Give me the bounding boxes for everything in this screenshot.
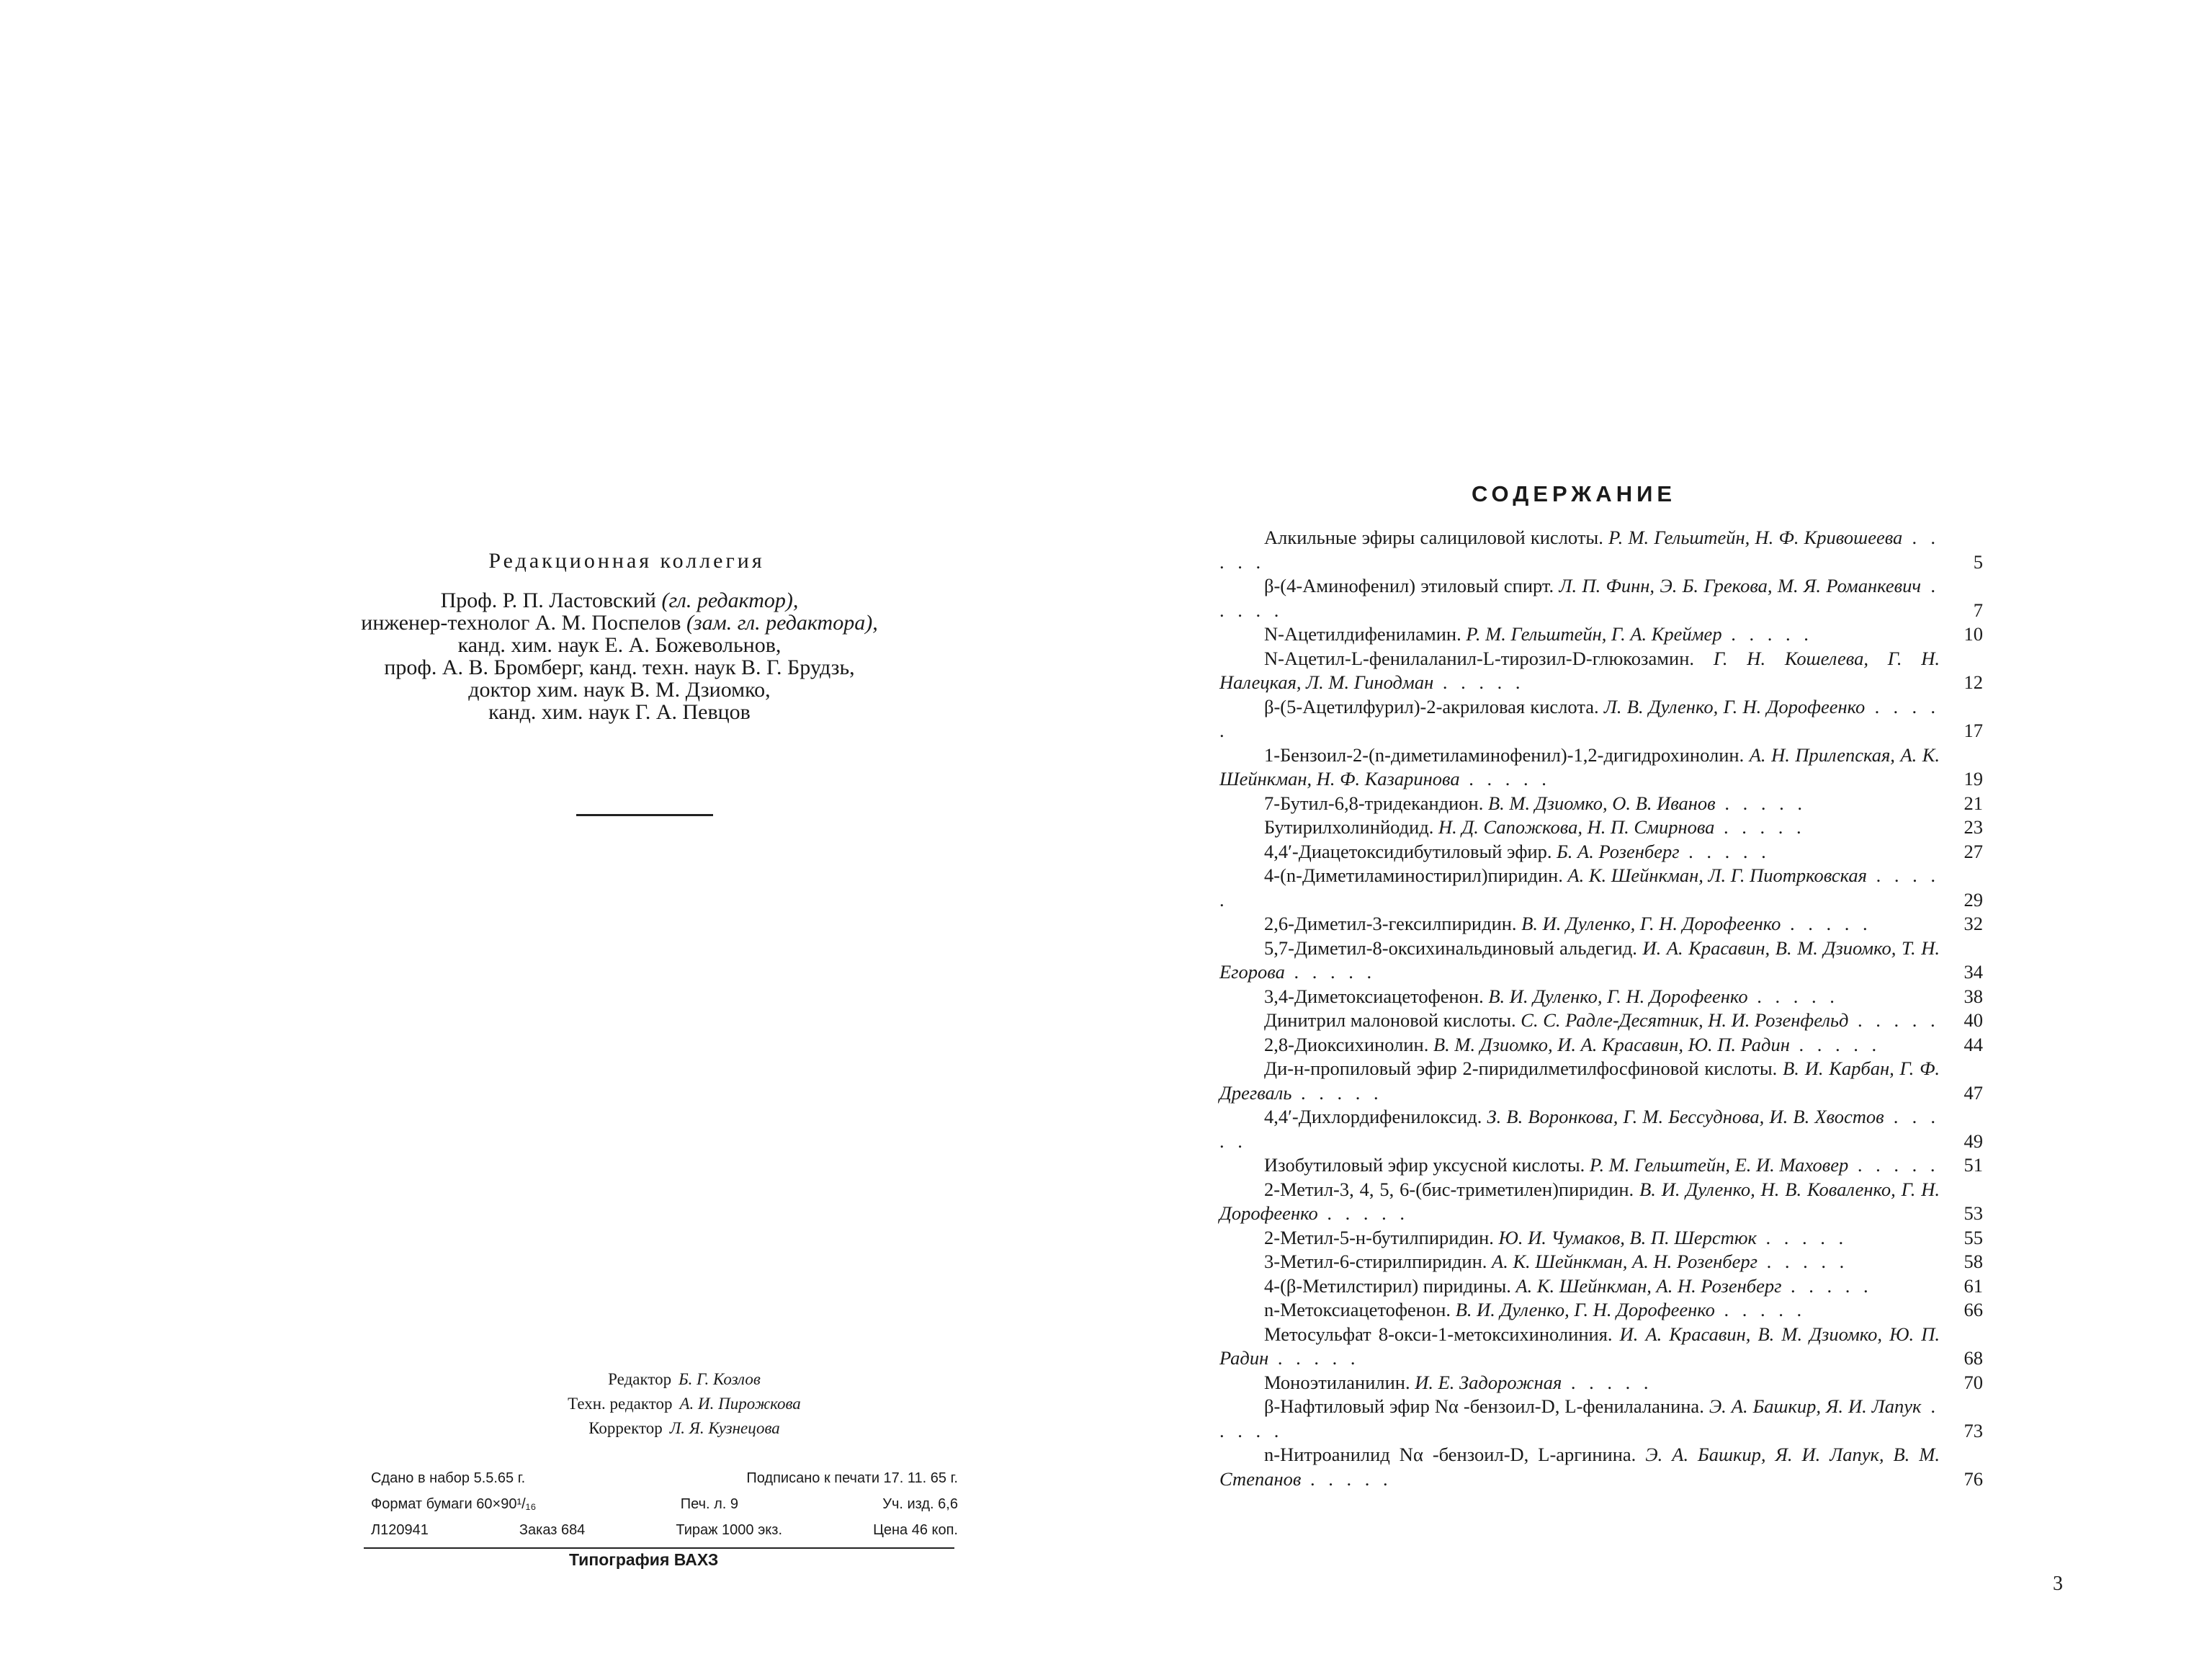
- toc-entry: [1219, 1274, 1983, 1299]
- toc-entry-text: [1219, 1250, 1940, 1274]
- toc-entry-page: 70: [1964, 1371, 1983, 1393]
- toc-entry-authors: И. А. Красавин, В. М. Дзиомко, Т. Н. Егорова: [1219, 936, 1940, 983]
- toc-entry-authors: Н. Д. Сапожкова, Н. П. Смирнова: [1438, 816, 1715, 838]
- imprint-cell: Сдано в набор 5.5.65 г.: [371, 1470, 526, 1486]
- toc-entry-page: 12: [1964, 671, 1983, 693]
- toc-leader-dots: . . . . .: [1219, 1106, 1940, 1152]
- toc-entry-page: 27: [1964, 840, 1983, 862]
- toc-entry: [1219, 1226, 1983, 1251]
- toc-entry: [1219, 1057, 1983, 1105]
- imprint-cell: Подписано к печати 17. 11. 65 г.: [746, 1470, 958, 1486]
- toc-entry-authors: А. Н. Прилепская, А. К. Шейнкман, Н. Ф. Казаринова: [1219, 743, 1940, 790]
- toc-entry-text: [1219, 1153, 1940, 1178]
- credit-name: Л. Я. Кузнецова: [669, 1419, 780, 1437]
- toc-entry-page: 55: [1964, 1226, 1983, 1248]
- toc-entry-authors: В. И. Дуленко, Г. Н. Дорофеенко: [1455, 1299, 1715, 1320]
- toc-entry-title: N-Ацетил-L-фенилаланил-L-тирозил-D-глюкозамин.: [1264, 647, 1695, 669]
- toc-entry: [1219, 1178, 1983, 1226]
- toc-entry-authors: Б. А. Розенберг: [1557, 840, 1680, 862]
- toc-entry-authors: И. Е. Задорожная: [1415, 1371, 1562, 1393]
- imprint-row: [371, 1517, 958, 1543]
- toc-heading: СОДЕРЖАНИЕ: [1471, 481, 1677, 506]
- toc-entry-page: 34: [1964, 961, 1983, 983]
- toc-entry-authors: А. К. Шейнкман, Л. Г. Пиотрковская: [1567, 864, 1867, 886]
- toc-entry: [1219, 743, 1983, 792]
- board-member-line: [252, 701, 987, 723]
- toc-entry-page: 44: [1964, 1033, 1983, 1055]
- toc-entry-authors: Ю. И. Чумаков, В. П. Шерстюк: [1498, 1226, 1757, 1248]
- board-member-text: доктор хим. наук В. М. Дзиомко,: [468, 678, 771, 702]
- toc-entry-text: [1219, 1298, 1940, 1323]
- imprint-cell: Цена 46 коп.: [873, 1522, 958, 1538]
- toc-entry-text: [1219, 792, 1940, 816]
- toc-entry-page: 58: [1964, 1251, 1983, 1272]
- toc-entry-page: 76: [1964, 1467, 1983, 1490]
- toc-entry-title: Моноэтиланилин.: [1264, 1371, 1410, 1393]
- toc-entry-page: 21: [1964, 792, 1983, 814]
- toc-entry-title: Алкильные эфиры салициловой кислоты.: [1264, 527, 1603, 548]
- toc-entry-page: 5: [1973, 550, 1983, 573]
- board-member-text: канд. хим. наук Е. А. Божевольнов,: [457, 633, 782, 657]
- toc-entry-title: 2,6-Диметил-3-гексилпиридин.: [1264, 913, 1517, 934]
- toc-entry: [1219, 1298, 1983, 1323]
- toc-entry-text: [1219, 647, 1940, 695]
- toc-entry-title: Изобутиловый эфир уксусной кислоты.: [1264, 1154, 1585, 1176]
- toc-entry-text: [1219, 1274, 1940, 1299]
- imprint-row: [371, 1491, 958, 1517]
- toc-leader-dots: . . . . .: [1848, 1009, 1940, 1031]
- toc-entry-text: [1219, 695, 1940, 743]
- credit-name: Б. Г. Козлов: [679, 1370, 761, 1388]
- imprint-cell: Л120941: [371, 1522, 429, 1538]
- toc-entry-authors: В. И. Дуленко, Г. Н. Дорофеенко: [1521, 913, 1781, 934]
- toc-entry-authors: Р. М. Гельштейн, Г. А. Креймер: [1466, 623, 1722, 645]
- table-of-contents: [1219, 526, 1983, 1491]
- toc-leader-dots: . . . . .: [1219, 695, 1940, 741]
- toc-entry-title: β-(5-Ацетилфурил)-2-акриловая кислота.: [1264, 695, 1599, 717]
- toc-entry-page: 51: [1964, 1154, 1983, 1176]
- toc-entry-text: [1219, 912, 1940, 936]
- toc-entry-text: [1219, 1105, 1940, 1153]
- toc-leader-dots: . . . . .: [1301, 1467, 1392, 1490]
- toc-leader-dots: . . . . .: [1291, 1081, 1383, 1104]
- toc-entry-title: 4,4′-Дихлордифенилоксид.: [1264, 1106, 1482, 1127]
- toc-leader-dots: . . . . .: [1268, 1347, 1360, 1369]
- imprint-block: [371, 1465, 958, 1543]
- toc-entry: [1219, 695, 1983, 743]
- board-member-role: (зам. гл. редактора),: [686, 611, 878, 635]
- toc-entry-text: [1219, 1033, 1940, 1057]
- toc-entry-title: 4-(β-Метилстирил) пиридины.: [1264, 1274, 1511, 1297]
- toc-entry-page: 10: [1964, 623, 1983, 645]
- toc-entry-authors: А. К. Шейнкман, А. Н. Розенберг: [1492, 1251, 1757, 1272]
- toc-entry-page: 53: [1964, 1202, 1983, 1224]
- toc-entry-page: 68: [1964, 1347, 1983, 1369]
- toc-leader-dots: . . . . .: [1781, 1274, 1873, 1297]
- toc-leader-dots: . . . . .: [1714, 816, 1806, 838]
- toc-entry: [1219, 526, 1983, 574]
- board-member-text: Проф. Р. П. Ластовский: [440, 589, 662, 612]
- credit-name: А. И. Пирожкова: [679, 1395, 801, 1413]
- toc-entry-title: Бутирилхолинйодид.: [1264, 816, 1434, 838]
- toc-entry-title: Ди-н-пропиловый эфир 2-пиридилметилфосфиновой кислоты.: [1264, 1057, 1778, 1079]
- editorial-board-title: Редакционная коллегия: [488, 549, 765, 573]
- imprint-rule: [364, 1547, 954, 1549]
- credit-line: [432, 1392, 936, 1416]
- credit-role: Корректор: [588, 1419, 663, 1437]
- toc-entry-authors: Р. М. Гельштейн, Н. Ф. Кривошеева: [1608, 527, 1903, 548]
- toc-entry-title: N-Ацетилдифениламин.: [1264, 623, 1461, 645]
- toc-leader-dots: . . . . .: [1219, 575, 1940, 621]
- toc-entry-authors: Э. А. Башкир, Я. И. Лапук, В. М. Степанов: [1219, 1444, 1940, 1490]
- toc-entry-text: [1219, 1226, 1940, 1251]
- board-member-role: (гл. редактор),: [661, 589, 799, 612]
- imprint-cell: Уч. изд. 6,6: [882, 1496, 958, 1512]
- toc-entry-page: 47: [1964, 1081, 1983, 1104]
- editorial-board-members: [252, 589, 987, 723]
- toc-entry-page: 32: [1964, 913, 1983, 934]
- imprint-row: [371, 1465, 958, 1491]
- toc-entry-title: Метосульфат 8-окси-1-метоксихинолиния.: [1264, 1323, 1613, 1345]
- toc-entry-title: β-(4-Аминофенил) этиловый спирт.: [1264, 575, 1554, 596]
- toc-entry-page: 19: [1964, 768, 1983, 790]
- toc-entry-title: n-Нитроанилид Nα -бензоил-D, L-аргинина.: [1264, 1444, 1636, 1465]
- toc-entry-authors: С. С. Радле-Десятник, Н. И. Розенфельд: [1521, 1009, 1849, 1031]
- toc-leader-dots: . . . . .: [1715, 792, 1806, 814]
- toc-entry: [1219, 1395, 1983, 1443]
- toc-entry: [1219, 1153, 1983, 1178]
- toc-leader-dots: . . . . .: [1219, 864, 1940, 911]
- toc-entry-title: 7-Бутил-6,8-тридекандион.: [1264, 792, 1484, 814]
- toc-entry-text: [1219, 526, 1940, 574]
- imprint-cell: Формат бумаги 60×90¹/₁₆: [371, 1496, 537, 1512]
- toc-leader-dots: . . . . .: [1433, 671, 1525, 693]
- toc-entry-authors: И. А. Красавин, В. М. Дзиомко, Ю. П. Радин: [1219, 1323, 1940, 1369]
- toc-entry-text: [1219, 840, 1940, 864]
- credit-line: [432, 1367, 936, 1392]
- toc-leader-dots: . . . . .: [1789, 1033, 1881, 1055]
- toc-entry-text: [1219, 743, 1940, 792]
- toc-entry-authors: Р. М. Гельштейн, Е. И. Маховер: [1589, 1154, 1849, 1176]
- toc-entry: [1219, 1009, 1983, 1033]
- board-member-line: [252, 612, 987, 634]
- toc-entry-page: 23: [1964, 816, 1983, 838]
- board-member-text: инженер-технолог А. М. Поспелов: [361, 611, 686, 635]
- toc-entry-text: [1219, 574, 1940, 622]
- toc-entry-authors: В. М. Дзиомко, И. А. Красавин, Ю. П. Радин: [1433, 1033, 1790, 1055]
- credit-role: Редактор: [608, 1370, 672, 1388]
- toc-entry-text: [1219, 936, 1940, 985]
- toc-entry-title: 4,4′-Диацетоксидибутиловый эфир.: [1264, 840, 1552, 862]
- toc-entry: [1219, 840, 1983, 864]
- toc-entry-title: n-Метоксиацетофенон.: [1264, 1299, 1451, 1320]
- toc-leader-dots: . . . . .: [1714, 1299, 1806, 1320]
- toc-entry-authors: Г. Н. Кошелева, Г. Н. Налецкая, Л. М. Гинодман: [1219, 647, 1940, 693]
- toc-entry-authors: З. В. Воронкова, Г. М. Бессуднова, И. В. Хвостов: [1487, 1106, 1884, 1127]
- toc-entry-page: 66: [1964, 1299, 1983, 1320]
- toc-entry-title: 1-Бензоил-2-(n-диметиламинофенил)-1,2-дигидрохинолин.: [1264, 743, 1745, 766]
- toc-entry-authors: В. И. Дуленко, Н. В. Коваленко, Г. Н. Дорофеенко: [1219, 1178, 1940, 1224]
- printer-name: Типография ВАХЗ: [569, 1550, 719, 1569]
- toc-leader-dots: . . . . .: [1721, 623, 1813, 645]
- toc-entry: [1219, 1323, 1983, 1371]
- imprint-cell: Заказ 684: [519, 1522, 586, 1538]
- toc-entry: [1219, 864, 1983, 912]
- toc-entry-page: 40: [1964, 1009, 1983, 1031]
- toc-entry: [1219, 574, 1983, 622]
- board-member-line: [252, 656, 987, 679]
- toc-entry-title: β-Нафтиловый эфир Nα -бензоил-D, L-фенилаланина.: [1264, 1395, 1704, 1417]
- imprint-cell: Тираж 1000 экз.: [676, 1522, 783, 1538]
- toc-entry: [1219, 622, 1983, 647]
- toc-leader-dots: . . . . .: [1781, 913, 1872, 934]
- toc-entry-page: 49: [1964, 1130, 1983, 1152]
- toc-entry-page: 73: [1964, 1419, 1983, 1441]
- toc-entry-text: [1219, 1323, 1940, 1371]
- board-member-text: канд. хим. наук Г. А. Певцов: [488, 700, 751, 724]
- editorial-credits: [432, 1367, 936, 1441]
- toc-entry-title: 2-Метил-5-н-бутилпиридин.: [1264, 1226, 1494, 1248]
- toc-entry-authors: Л. В. Дуленко, Г. Н. Дорофеенко: [1603, 695, 1866, 717]
- divider-rule: [576, 814, 713, 816]
- toc-entry: [1219, 1105, 1983, 1153]
- toc-leader-dots: . . . . .: [1848, 1154, 1940, 1176]
- credit-line: [432, 1416, 936, 1441]
- page-folio: 3: [2053, 1573, 2063, 1595]
- toc-entry-page: 61: [1964, 1274, 1983, 1297]
- toc-entry: [1219, 1250, 1983, 1274]
- toc-entry: [1219, 1033, 1983, 1057]
- toc-entry-text: [1219, 1057, 1940, 1105]
- toc-entry-authors: В. М. Дзиомко, О. В. Иванов: [1488, 792, 1716, 814]
- toc-leader-dots: . . . . .: [1756, 1226, 1848, 1248]
- toc-entry-authors: В. И. Карбан, Г. Ф. Дрегваль: [1219, 1057, 1940, 1104]
- board-member-line: [252, 634, 987, 656]
- toc-entry-title: Динитрил малоновой кислоты.: [1264, 1009, 1516, 1031]
- toc-leader-dots: . . . . .: [1562, 1371, 1653, 1393]
- toc-leader-dots: . . . . .: [1747, 985, 1839, 1007]
- toc-entry-title: 2-Метил-3, 4, 5, 6-(бис-триметилен)пиридин.: [1264, 1178, 1634, 1200]
- toc-entry: [1219, 815, 1983, 840]
- toc-entry-text: [1219, 985, 1940, 1009]
- toc-entry-page: 38: [1964, 985, 1983, 1007]
- toc-entry: [1219, 936, 1983, 985]
- board-member-text: проф. А. В. Бромберг, канд. техн. наук В. Г. Брудзь,: [384, 656, 855, 679]
- toc-entry-page: 29: [1964, 888, 1983, 911]
- toc-entry-page: 7: [1973, 599, 1983, 621]
- toc-leader-dots: . . . . .: [1284, 961, 1376, 983]
- toc-entry-title: 4-(n-Диметиламиностирил)пиридин.: [1264, 864, 1563, 886]
- toc-entry-text: [1219, 1395, 1940, 1443]
- board-member-line: [252, 679, 987, 701]
- toc-entry-authors: Э. А. Башкир, Я. И. Лапук: [1709, 1395, 1922, 1417]
- toc-entry: [1219, 1371, 1983, 1395]
- toc-entry-text: [1219, 1443, 1940, 1491]
- toc-entry-text: [1219, 622, 1940, 647]
- toc-entry-authors: В. И. Дуленко, Г. Н. Дорофеенко: [1488, 985, 1748, 1007]
- toc-leader-dots: . . . . .: [1317, 1202, 1409, 1224]
- toc-entry-text: [1219, 1009, 1940, 1033]
- toc-entry-title: 3-Метил-6-стирилпиридин.: [1264, 1251, 1487, 1272]
- imprint-cell: Печ. л. 9: [680, 1496, 739, 1512]
- toc-entry: [1219, 647, 1983, 695]
- toc-leader-dots: . . . . .: [1459, 768, 1551, 790]
- toc-entry-authors: А. К. Шейнкман, А. Н. Розенберг: [1515, 1274, 1782, 1297]
- toc-entry-title: 3,4-Диметоксиацетофенон.: [1264, 985, 1484, 1007]
- toc-entry-page: 17: [1964, 720, 1983, 741]
- toc-entry-title: 2,8-Диоксихинолин.: [1264, 1033, 1429, 1055]
- toc-entry: [1219, 792, 1983, 816]
- toc-leader-dots: . . . . .: [1679, 840, 1770, 862]
- toc-entry-title: 5,7-Диметил-8-оксихинальдиновый альдегид.: [1264, 936, 1637, 959]
- toc-entry: [1219, 912, 1983, 936]
- toc-entry-authors: Л. П. Финн, Э. Б. Грекова, М. Я. Романкевич: [1559, 575, 1922, 596]
- toc-leader-dots: . . . . .: [1757, 1251, 1849, 1272]
- toc-entry-text: [1219, 1178, 1940, 1226]
- toc-entry: [1219, 985, 1983, 1009]
- board-member-line: [252, 589, 987, 612]
- toc-entry: [1219, 1443, 1983, 1491]
- toc-entry-text: [1219, 1371, 1940, 1395]
- toc-leader-dots: . . . . .: [1219, 527, 1940, 573]
- credit-role: Техн. редактор: [568, 1395, 673, 1413]
- toc-leader-dots: . . . . .: [1219, 1395, 1940, 1441]
- toc-entry-text: [1219, 815, 1940, 840]
- toc-entry-text: [1219, 864, 1940, 912]
